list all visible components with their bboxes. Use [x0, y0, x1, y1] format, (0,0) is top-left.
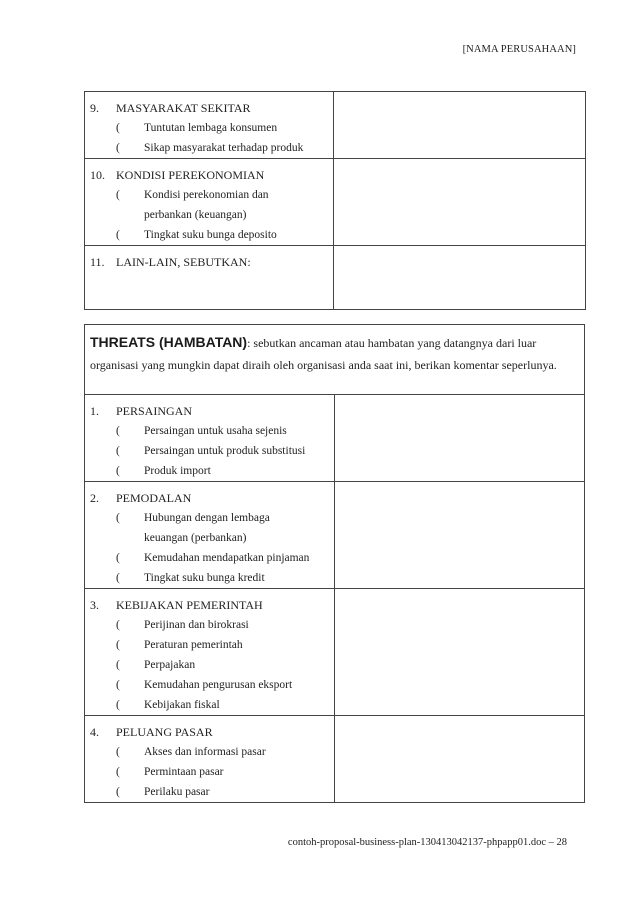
row-title: PELUANG PASAR: [116, 725, 213, 739]
row-label-cell: [85, 395, 335, 482]
row-label-cell: [85, 482, 335, 589]
row-title: PERSAINGAN: [116, 404, 193, 418]
list-item-continuation: perbankan (keuangan): [144, 209, 247, 221]
list-item: ( Perpajakan: [116, 659, 196, 671]
list-item-continuation: keuangan (perbankan): [144, 532, 247, 544]
row-number: 4.: [90, 725, 99, 739]
threats-table: [84, 324, 585, 803]
row-title: MASYARAKAT SEKITAR: [116, 101, 251, 115]
list-item: ( Kemudahan mendapatkan pinjaman: [116, 552, 310, 564]
list-item: ( Tuntutan lembaga konsumen: [116, 122, 278, 134]
table-row: [85, 482, 585, 589]
comment-cell[interactable]: [335, 589, 585, 716]
comment-cell[interactable]: [334, 92, 586, 159]
table-row: [85, 159, 586, 246]
list-item: ( Hubungan dengan lembaga: [116, 512, 270, 524]
threats-heading: THREATS (HAMBATAN): [90, 334, 248, 350]
row-number: 9.: [90, 101, 99, 115]
list-item: ( Tingkat suku bunga deposito: [116, 229, 277, 241]
row-label-cell: [85, 589, 335, 716]
comment-cell[interactable]: [334, 159, 586, 246]
page-footer-filename: contoh-proposal-business-plan-130413042137-phpapp01.doc – 28: [287, 837, 567, 848]
threats-description: : sebutkan ancaman atau hambatan yang datangnya dari luar organisasi yang mungkin dapat diraih oleh organisasi anda saat ini, berikan komentar seperlunya.: [90, 336, 557, 372]
list-item: ( Produk import: [116, 465, 211, 477]
list-item: ( Sikap masyarakat terhadap produk: [116, 142, 304, 154]
page-header-company: [NAMA PERUSAHAAN]: [462, 44, 576, 55]
list-item: ( Perijinan dan birokrasi: [116, 619, 249, 631]
table-row: [85, 395, 585, 482]
list-item: ( Tingkat suku bunga kredit: [116, 572, 265, 584]
list-item: ( Akses dan informasi pasar: [116, 746, 266, 758]
row-label-cell: [85, 159, 334, 246]
row-title: PEMODALAN: [116, 491, 192, 505]
table-intro-row: [85, 325, 585, 395]
row-number: 1.: [90, 404, 99, 418]
row-label-cell: [85, 92, 334, 159]
table-row: [85, 589, 585, 716]
threats-intro-cell: [85, 325, 585, 395]
table-row: [85, 92, 586, 159]
list-item: ( Peraturan pemerintah: [116, 639, 243, 651]
row-label-cell: [85, 246, 334, 310]
row-title: KONDISI PEREKONOMIAN: [116, 168, 265, 182]
list-item: ( Persaingan untuk usaha sejenis: [116, 425, 287, 437]
row-number: 3.: [90, 598, 99, 612]
list-item: ( Kebijakan fiskal: [116, 699, 220, 711]
list-item: ( Persaingan untuk produk substitusi: [116, 445, 306, 457]
comment-cell[interactable]: [335, 482, 585, 589]
comment-cell[interactable]: [335, 716, 585, 803]
list-item: ( Kondisi perekonomian dan: [116, 189, 269, 201]
row-label-cell: [85, 716, 335, 803]
table-row: [85, 246, 586, 310]
list-item: ( Perilaku pasar: [116, 786, 210, 798]
table-row: [85, 716, 585, 803]
opportunities-table-continued: [84, 91, 586, 310]
row-number: 11.: [90, 255, 105, 269]
comment-cell[interactable]: [334, 246, 586, 310]
row-title: KEBIJAKAN PEMERINTAH: [116, 598, 263, 612]
list-item: ( Kemudahan pengurusan eksport: [116, 679, 293, 691]
row-title: LAIN-LAIN, SEBUTKAN:: [116, 255, 251, 269]
row-number: 10.: [90, 168, 105, 182]
row-number: 2.: [90, 491, 99, 505]
list-item: ( Permintaan pasar: [116, 766, 224, 778]
comment-cell[interactable]: [335, 395, 585, 482]
